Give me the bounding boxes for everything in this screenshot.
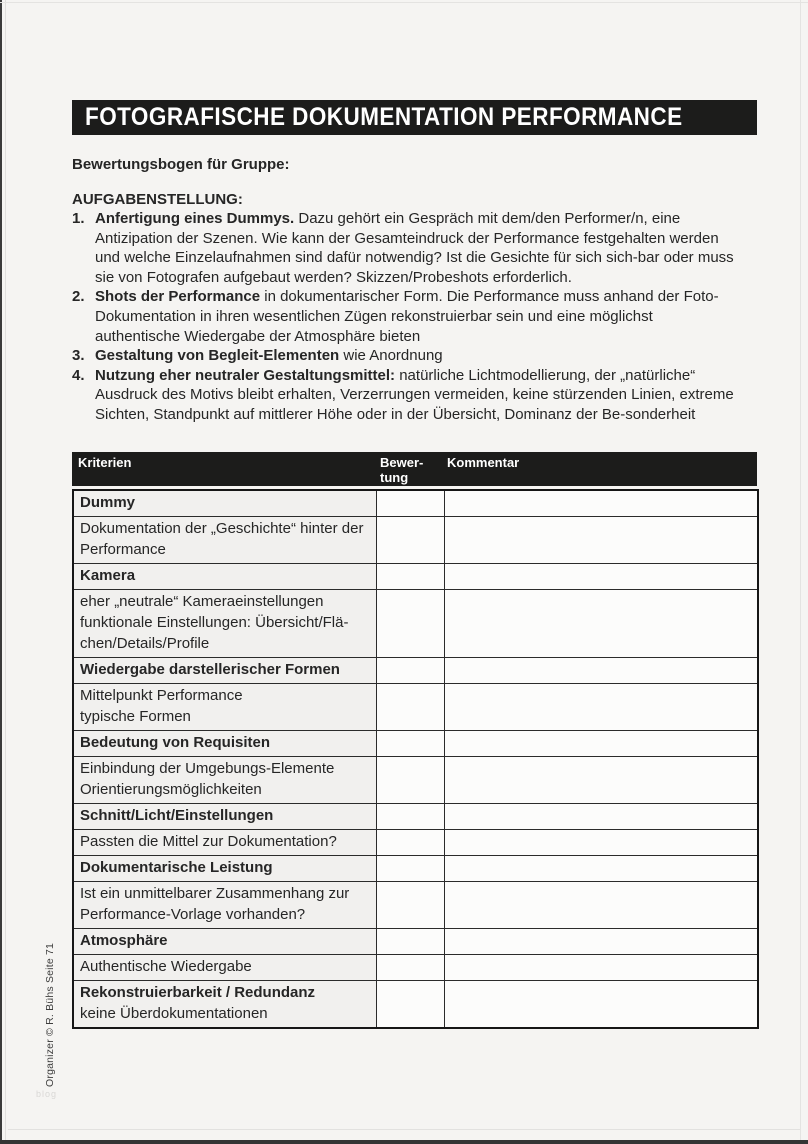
kommentar-cell: [444, 803, 758, 829]
table-row: [73, 756, 758, 803]
kriterien-cell: [73, 657, 376, 683]
task-list: [72, 209, 757, 425]
kriterien-line: Passten die Mittel zur Dokumentation?: [80, 832, 337, 850]
table-row: [73, 803, 758, 829]
task-item-3: [72, 346, 757, 366]
kriterien-cell: [73, 954, 376, 980]
page-edge-top: [0, 2, 808, 3]
table-row: [73, 563, 758, 589]
task-rest: Dazu gehört ein Gespräch mit dem/den Performer/n, eine Antizipation der Szenen. Wie kann der Gesamteindruck der Performance festgehalten werden und welche Einzelaufnahmen sind dafür notwendig? Ist die Gesichte für sich sich-bar oder muss sie von Fotografen aufgebaut werden? Skizzen/Probeshots erforderlich.: [95, 210, 734, 286]
kriterien-line: Dummy: [80, 493, 136, 511]
table-row: [73, 730, 758, 756]
kriterien-line: typische Formen: [80, 707, 191, 725]
bewertung-cell: [376, 730, 444, 756]
kommentar-cell: [444, 829, 758, 855]
kommentar-cell: [444, 730, 758, 756]
kriterien-cell: [73, 490, 376, 517]
task-item-2: [72, 287, 757, 346]
bewertung-cell: [376, 589, 444, 657]
kommentar-cell: [444, 928, 758, 954]
bewertung-cell: [376, 683, 444, 730]
task-rest: in dokumentarischer Form. Die Performance muss anhand der Foto-Dokumentation in ihren wesentlichen Zügen rekonstruierbar sein und eine möglichst authentische Wiedergabe der Atmosphäre bieten: [95, 288, 719, 345]
kriterien-line: Bedeutung von Requisiten: [80, 733, 271, 751]
kriterien-line: Ist ein unmittelbarer Zusammenhang zur Performance-Vorlage vorhanden?: [80, 884, 350, 923]
kriterien-cell: [73, 928, 376, 954]
bewertung-cell: [376, 881, 444, 928]
page-edge-bottom: [0, 1140, 808, 1144]
document-title-bar: [72, 100, 757, 135]
task-number: 2.: [72, 288, 85, 306]
kriterien-line: Authentische Wiedergabe: [80, 957, 252, 975]
table-row: [73, 683, 758, 730]
task-lead: Nutzung eher neutraler Gestaltungsmittel:: [95, 366, 396, 384]
table-header: [72, 452, 757, 486]
kommentar-cell: [444, 589, 758, 657]
bewertung-cell: [376, 829, 444, 855]
kriterien-line: Dokumentarische Leistung: [80, 858, 273, 876]
kriterien-cell: [73, 589, 376, 657]
page-edge-bottom-faint: [8, 1129, 800, 1130]
bewertung-cell: [376, 980, 444, 1028]
task-rest: wie Anordnung: [339, 347, 443, 365]
document-content: [72, 100, 757, 1029]
bewertung-cell: [376, 855, 444, 881]
kriterien-line: Atmosphäre: [80, 931, 168, 949]
bewertung-cell: [376, 756, 444, 803]
kriterien-line: Schnitt/Licht/Einstellungen: [80, 806, 274, 824]
kommentar-cell: [444, 490, 758, 517]
kriterien-line: Mittelpunkt Performance: [80, 686, 243, 704]
kommentar-cell: [444, 980, 758, 1028]
table-row: [73, 954, 758, 980]
table-header-kommentar: Kommentar: [447, 454, 520, 470]
task-text: [95, 209, 735, 287]
section-heading: AUFGABENSTELLUNG:: [72, 191, 243, 208]
table-header-bewertung: Bewer-tung: [380, 454, 424, 485]
kommentar-cell: [444, 881, 758, 928]
table-header-kriterien: Kriterien: [78, 454, 132, 470]
task-number: 1.: [72, 210, 85, 227]
table-row: [73, 928, 758, 954]
bewertung-cell: [376, 928, 444, 954]
task-lead: Anfertigung eines Dummys.: [95, 210, 295, 227]
table-row: [73, 589, 758, 657]
table-row: [73, 657, 758, 683]
table-row: [73, 881, 758, 928]
task-item-4: [72, 366, 757, 425]
page-edge-left-faint: [5, 0, 6, 1144]
task-text: [95, 346, 735, 366]
kriterien-cell: [73, 683, 376, 730]
kriterien-line: Rekonstruierbarkeit / Redundanz: [80, 983, 316, 1001]
page-edge-right: [800, 0, 801, 1144]
bewertung-cell: [376, 803, 444, 829]
kriterien-line: funktionale Einstellungen: Übersicht/Flä-chen/Details/Profile: [80, 613, 349, 652]
kriterien-line: Dokumentation der „Geschichte“ hinter der Performance: [80, 519, 364, 558]
table-row: [73, 516, 758, 563]
page-edge-left: [0, 0, 2, 1144]
kommentar-cell: [444, 855, 758, 881]
kriterien-cell: [73, 516, 376, 563]
table-row: [73, 855, 758, 881]
kriterien-line: keine Überdokumentationen: [80, 1004, 268, 1022]
group-label: Bewertungsbogen für Gruppe:: [72, 156, 290, 173]
watermark: blog: [36, 1089, 58, 1099]
bewertung-cell: [376, 563, 444, 589]
task-lead: Gestaltung von Begleit-Elementen: [95, 347, 340, 365]
kommentar-cell: [444, 683, 758, 730]
kriterien-line: Kamera: [80, 566, 136, 584]
document-title: FOTOGRAFISCHE DOKUMENTATION PERFORMANCE: [85, 103, 683, 131]
bewertung-cell: [376, 657, 444, 683]
kriterien-line: eher „neutrale“ Kameraeinstellungen: [80, 592, 324, 610]
kommentar-cell: [444, 657, 758, 683]
table-row: [73, 980, 758, 1028]
kommentar-cell: [444, 516, 758, 563]
task-rest: natürliche Lichtmodellierung, der „natürliche“ Ausdruck des Motivs bleibt erhalten, Verzerrungen vermeiden, keine stürzenden Linien, extreme Sichten, Standpunkt auf mittlerer Höhe oder in der Übersicht, Dominanz der Be-sonderheit: [95, 366, 734, 423]
kommentar-cell: [444, 756, 758, 803]
task-number: 4.: [72, 366, 85, 384]
kriterien-cell: [73, 881, 376, 928]
bewertung-cell: [376, 954, 444, 980]
kriterien-cell: [73, 730, 376, 756]
criteria-table: [72, 489, 759, 1029]
task-text: [95, 287, 735, 346]
kriterien-cell: [73, 855, 376, 881]
kriterien-line: Wiedergabe darstellerischer Formen: [80, 660, 340, 678]
kriterien-cell: [73, 803, 376, 829]
task-text: [95, 366, 735, 425]
table-row: [73, 829, 758, 855]
task-lead: Shots der Performance: [95, 288, 261, 306]
task-number: 3.: [72, 347, 85, 365]
table-row: [73, 490, 758, 517]
kriterien-line: Einbindung der Umgebungs-Elemente: [80, 759, 335, 777]
kriterien-cell: [73, 756, 376, 803]
bewertung-cell: [376, 490, 444, 517]
bewertung-cell: [376, 516, 444, 563]
kriterien-cell: [73, 980, 376, 1028]
kommentar-cell: [444, 954, 758, 980]
kriterien-line: Orientierungsmöglichkeiten: [80, 780, 262, 798]
kriterien-cell: [73, 563, 376, 589]
criteria-table-body: [73, 490, 758, 1028]
task-item-1: [72, 209, 757, 287]
footer-credit: Organizer © R. Bühs Seite 71: [44, 942, 56, 1087]
kommentar-cell: [444, 563, 758, 589]
kriterien-cell: [73, 829, 376, 855]
